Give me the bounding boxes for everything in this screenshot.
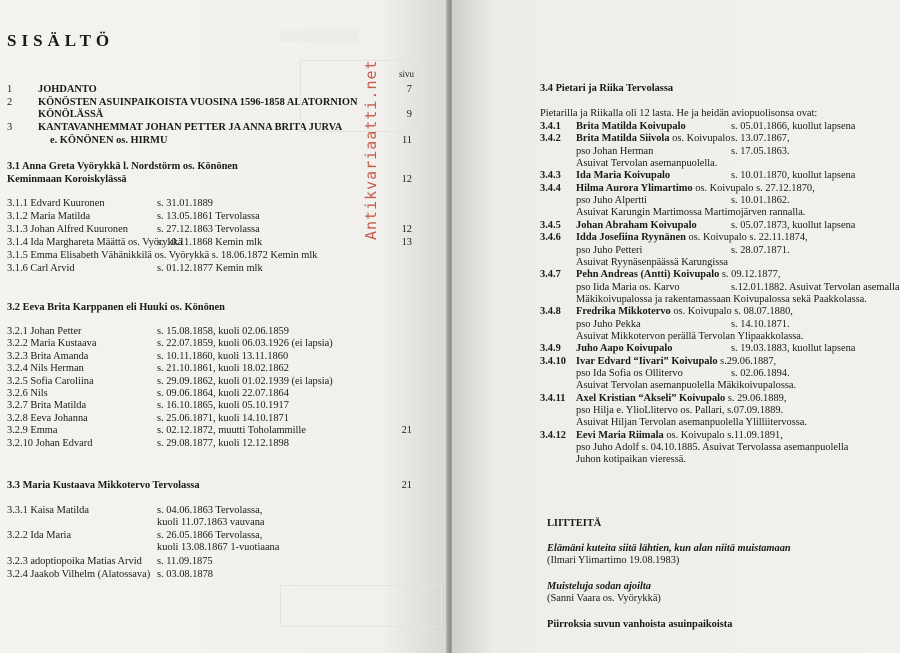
child-details: os. Koivupalo s.11.09.1891,	[663, 429, 783, 441]
chapter-1-page: 7	[406, 84, 412, 95]
spouse-or-note: Asuivat Karungin Martimossa Martimojärven rannalla.	[576, 207, 806, 219]
family-member-name: 3.2.10 Johan Edvard	[7, 437, 93, 449]
child-line	[576, 120, 686, 133]
family-member-info: s. 10.11.1860, kuoli 13.11.1860	[157, 350, 289, 362]
family-member-name: 3.2.1 Johan Petter	[7, 326, 82, 337]
family-member-name: 3.1.6 Carl Arvid	[7, 263, 75, 274]
family-member-info-line2: kuoli 11.07.1863 vauvana	[157, 517, 265, 528]
family-member-info: s. 21.10.1861, kuoli 18.02.1862	[157, 363, 289, 375]
child-number: 3.4.8	[540, 306, 561, 318]
appendix-1-subtitle: (Ilmari Ylimartimo 19.08.1983)	[547, 555, 680, 566]
page-column-header: sivu	[399, 69, 415, 79]
family-member-info: s. 09.06.1864, kuoli 22.07.1864	[157, 388, 289, 399]
family-member-page: 13	[401, 237, 412, 248]
child-dates: s. 17.05.1863.	[731, 145, 790, 157]
child-dates: s. 10.01.1862.	[731, 195, 790, 207]
child-name: Hilma Aurora Ylimartimo	[576, 182, 693, 194]
child-line	[576, 231, 808, 244]
spouse-or-note: pso Juho Adolf s. 04.10.1885. Asuivat Tervolassa asemanpuolella	[576, 442, 849, 454]
family-member-name: 3.1.2 Maria Matilda	[7, 211, 91, 222]
family-member-name: 3.1.4 Ida Marghareta Määttä os. Vyörykkä	[7, 237, 183, 248]
spouse-or-note: Asuivat Tervolan asemanpuolella.	[576, 158, 718, 170]
spouse-or-note: pso Hilja e. YlioLlitervo os. Pallari, s.07.09.1889.	[576, 405, 784, 417]
spouse-or-note: Juhon kotipaikan vieressä.	[576, 454, 686, 466]
child-dates: s. 10.01.1870, kuollut lapsena	[731, 170, 856, 182]
child-number: 3.4.3	[540, 170, 561, 182]
section-3-1-page: 12	[401, 174, 412, 185]
child-number: 3.4.9	[540, 343, 561, 355]
show-through-ghost-box	[300, 60, 422, 132]
child-number: 3.4.2	[540, 133, 561, 145]
family-member-name: 3.2.6 Nils	[7, 388, 48, 399]
chapter-3-number: 3	[7, 122, 13, 133]
family-member-info: s. 22.07.1859, kuoli 06.03.1926 (ei lapsia)	[157, 338, 333, 350]
show-through-ghost-box-bottom	[280, 585, 442, 627]
child-dates: s. 02.06.1894.	[731, 368, 790, 379]
child-name: Fredrika Mikkotervo	[576, 306, 671, 318]
child-line	[576, 132, 730, 145]
family-member-info: s. 11.09.1875	[157, 556, 213, 567]
family-member-info-line2: kuoli 13.08.1867 1-vuotiaana	[157, 542, 280, 553]
section-3-3-page: 21	[401, 480, 412, 491]
chapter-3-title-line2: e. KÖNÖNEN os. HIRMU	[50, 135, 168, 146]
child-details: s. 29.06.1889,	[725, 392, 787, 404]
family-member-info: s. 26.05.1866 Tervolassa,	[157, 530, 263, 541]
family-member-name: 3.2.8 Eeva Johanna	[7, 412, 88, 424]
family-member-info: s. 01.12.1877 Kemin mlk	[157, 263, 263, 274]
child-name: Juho Aapo Koivupalo	[576, 343, 673, 355]
child-number: 3.4.12	[540, 429, 566, 441]
section-3-4-heading: 3.4 Pietari ja Riika Tervolassa	[540, 83, 674, 94]
child-details: os. Koivupalo s. 22.11.1874,	[685, 232, 808, 244]
spouse-or-note: Asuivat Tervolan asemanpuolella Mäkikoivupalossa.	[576, 380, 797, 392]
family-member-info: s. 16.10.1865, kuoli 05.10.1917	[157, 400, 289, 412]
chapter-3-page: 11	[401, 135, 412, 146]
appendix-2-subtitle: (Sanni Vaara os. Vyörykkä)	[547, 593, 661, 604]
spouse-or-note: pso Juho Petteri	[576, 244, 643, 256]
spouse-or-note: Asuivat Ryynäsenpäässä Karungissa	[576, 256, 728, 268]
child-name: Brita Matilda Koivupalo	[576, 121, 686, 132]
section-3-1-heading-line2: Keminmaan Koroiskylässä	[7, 174, 127, 185]
child-name: Axel Kristian “Akseli” Koivupalo	[576, 392, 726, 404]
child-number: 3.4.4	[540, 182, 561, 194]
child-line	[576, 182, 815, 195]
chapter-2-title: KÖNÖSTEN ASUINPAIKOISTA VUOSINA 1596-1858 ALATORNION	[38, 97, 358, 108]
right-page	[452, 0, 900, 653]
family-member-info: s. 02.12.1872, muutti Toholammille	[157, 425, 306, 437]
child-number: 3.4.11	[540, 392, 566, 404]
spouse-or-note: pso Juho Pekka	[576, 318, 641, 330]
family-member-page: 21	[401, 425, 412, 437]
appendix-3-title: Piirroksia suvun vanhoista asuinpaikoista	[547, 619, 733, 630]
family-member-name: 3.2.2 Ida Maria	[7, 530, 72, 541]
family-member-info: s. 03.08.1878	[157, 569, 213, 580]
appendices-heading: LIITTEITÄ	[547, 518, 602, 529]
family-member-name: 3.2.5 Sofia Caroliina	[7, 375, 94, 387]
family-member-name: 3.3.1 Kaisa Matilda	[7, 505, 89, 516]
child-name: Ida Maria Koivupalo	[576, 170, 671, 182]
section-3-1-heading: 3.1 Anna Greta Vyörykkä l. Nordstörm os. Könönen	[7, 161, 238, 172]
family-member-name: 3.2.3 Brita Amanda	[7, 350, 89, 362]
family-member-page: 12	[401, 224, 412, 235]
family-member-name: 3.2.4 Jaakob Vilhelm (Alatossava)	[7, 569, 151, 580]
family-member-name: 3.2.2 Maria Kustaava	[7, 338, 97, 350]
child-number: 3.4.5	[540, 219, 561, 231]
family-member-info: s. 29.09.1862, kuoli 01.02.1939 (ei lapsia)	[157, 375, 333, 387]
spouse-or-note: pso Johan Herman	[576, 145, 654, 157]
child-details: s.29.06.1887,	[717, 355, 777, 367]
child-line	[576, 305, 793, 318]
left-page	[0, 0, 448, 653]
section-3-2-heading: 3.2 Eeva Brita Karppanen eli Huuki os. Könönen	[7, 302, 225, 313]
child-number: 3.4.7	[540, 269, 561, 281]
child-line	[576, 392, 786, 405]
appendix-1-title: Elämäni kuteita siitä lähtien, kun alan niitä muistamaan	[547, 543, 791, 554]
child-dates: s. 28.07.1871.	[731, 244, 790, 256]
child-line	[576, 169, 670, 182]
child-line	[576, 355, 776, 368]
child-number: 3.4.1	[540, 121, 561, 132]
family-member-info: s. 25.06.1871, kuoli 14.10.1871	[157, 412, 289, 424]
child-dates: s. 05.01.1866, kuollut lapsena	[731, 121, 856, 132]
family-member-info: s. 27.12.1863 Tervolassa	[157, 224, 260, 235]
spouse-or-note: Mäkikoivupalossa ja rakentamassaan Koivupalossa sekä Paakkolassa.	[576, 293, 867, 305]
family-member-info: s. 15.08.1858, kuoli 02.06.1859	[157, 326, 289, 337]
child-name: Ivar Edvard “Iivari” Koivupalo	[576, 355, 718, 367]
family-member-name: 3.1.5 Emma Elisabeth Vähänikkilä os. Vyörykkä s. 18.06.1872 Kemin mlk	[7, 250, 318, 261]
chapter-2-number: 2	[7, 97, 13, 108]
child-details: s. 09.12.1877,	[719, 269, 781, 281]
family-member-info: s. 31.01.1889	[157, 198, 213, 209]
family-member-name: 3.2.7 Brita Matilda	[7, 400, 87, 412]
child-dates: s.12.01.1882. Asuivat Tervolan asemalla	[731, 281, 900, 293]
child-name: Idda Josefiina Ryynänen	[576, 232, 686, 244]
child-name: Brita Matilda Siivola	[576, 133, 670, 145]
child-line	[576, 219, 697, 232]
family-member-name: 3.1.3 Johan Alfred Kuuronen	[7, 224, 128, 235]
spouse-or-note: Asuivat Mikkotervon perällä Tervolan Ylipaakkolassa.	[576, 330, 804, 342]
child-details: os. Koivupalo s. 27.12.1870,	[692, 182, 815, 194]
family-member-info: s. 29.08.1877, kuoli 12.12.1898	[157, 437, 289, 449]
child-details: os. Koivupalo s. 08.07.1880,	[670, 306, 793, 318]
family-member-name: 3.2.3 adoptiopoika Matias Arvid	[7, 556, 142, 567]
appendix-2-title: Muisteluja sodan ajoilta	[547, 581, 651, 592]
family-member-name: 3.2.4 Nils Herman	[7, 363, 84, 375]
child-line	[576, 268, 780, 281]
child-details: os. Koivupalo	[669, 133, 731, 145]
section-3-4-intro: Pietarilla ja Riikalla oli 12 lasta. He ja heidän aviopuolisonsa ovat:	[540, 108, 818, 119]
child-name: Eevi Maria Riimala	[576, 429, 664, 441]
chapter-1-title: JOHDANTO	[38, 84, 97, 95]
family-member-name: 3.1.1 Edvard Kuuronen	[7, 198, 105, 209]
chapter-2-page: 9	[406, 109, 412, 120]
watermark: Antikvariaatti.net	[362, 59, 380, 240]
child-name: Pehn Andreas (Antti) Koivupalo	[576, 269, 720, 281]
spouse-or-note: Asuivat Hiljan Tervolan asemanpuolella Ylilliitervossa.	[576, 417, 807, 429]
child-dates: s. 05.07.1873, kuollut lapsena	[731, 219, 856, 231]
child-dates: s. 13.07.1867,	[731, 133, 790, 145]
child-dates: s. 19.03.1883, kuollut lapsena	[731, 343, 856, 355]
chapter-3-title: KANTAVANHEMMAT JOHAN PETTER JA ANNA BRITA JURVA	[38, 122, 343, 133]
child-line	[576, 429, 783, 442]
child-name: Johan Abraham Koivupalo	[576, 219, 697, 231]
chapter-2-title-line2: KÖNÖLÄSSÄ	[38, 109, 104, 120]
family-member-info: s. 04.06.1863 Tervolassa,	[157, 505, 263, 516]
family-member-info: s. 10.11.1868 Kemin mlk	[157, 237, 263, 248]
spouse-or-note: pso Juho Alpertti	[576, 195, 648, 207]
family-member-name: 3.2.9 Emma	[7, 425, 58, 437]
child-dates: s. 14.10.1871.	[731, 318, 790, 330]
child-number: 3.4.10	[540, 355, 566, 367]
section-3-3-heading: 3.3 Maria Kustaava Mikkotervo Tervolassa	[7, 480, 200, 491]
child-line	[576, 342, 672, 355]
chapter-1-number: 1	[7, 84, 13, 95]
child-number: 3.4.6	[540, 232, 561, 244]
toc-title: SISÄLTÖ	[7, 31, 115, 50]
spouse-or-note: pso Iida Maria os. Karvo	[576, 281, 680, 293]
family-member-info: s. 13.05.1861 Tervolassa	[157, 211, 260, 222]
show-through-ghost-text: ░░░░░░░░░░	[280, 30, 358, 42]
spouse-or-note: pso Ida Sofia os Ollitervo	[576, 368, 683, 379]
